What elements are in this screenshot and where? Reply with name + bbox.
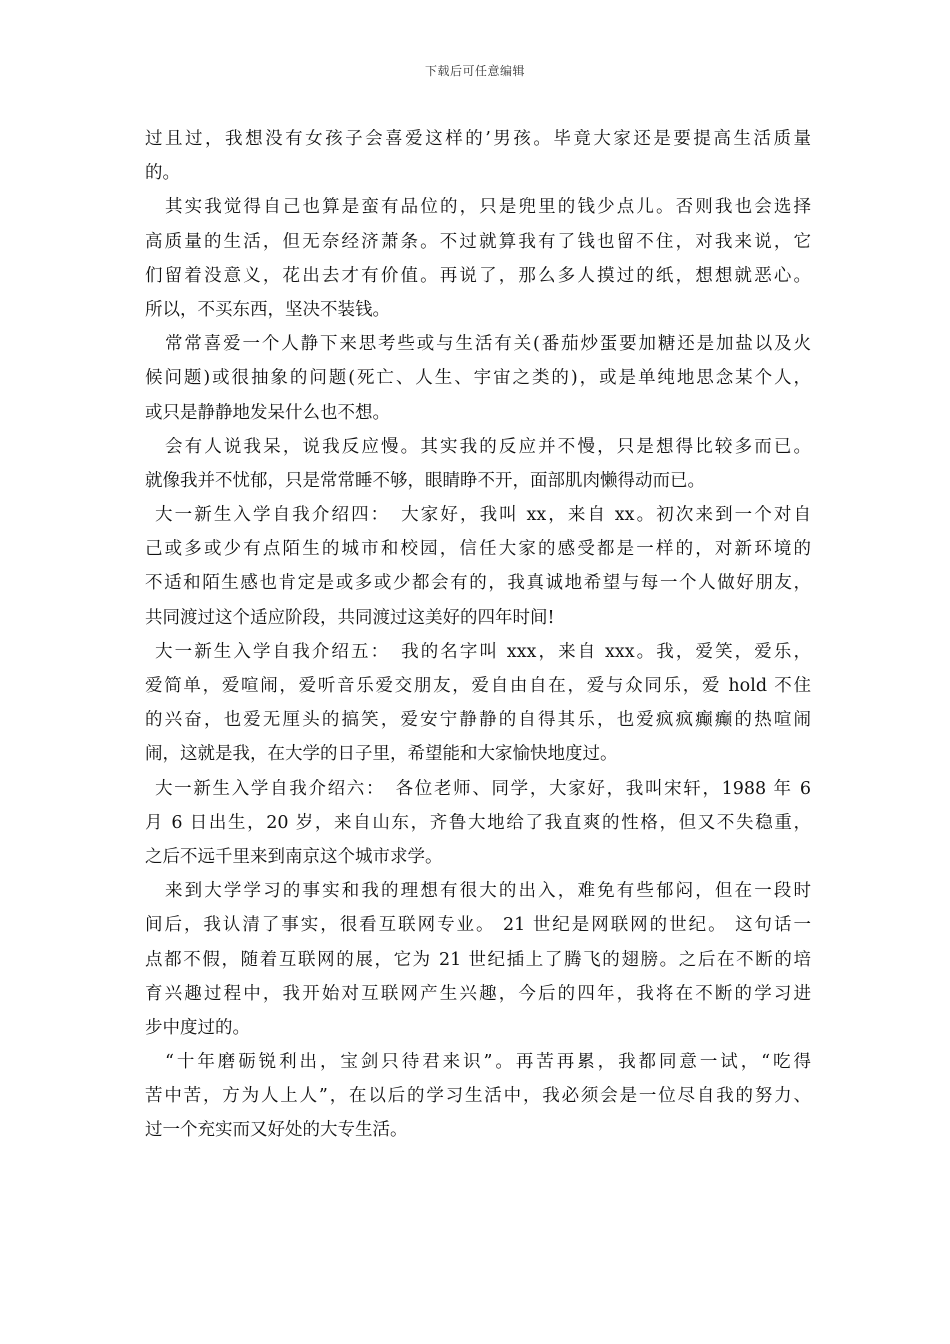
text-line: 爱简单，爱喧闹，爱听音乐爱交朋友，爱自由自在，爱与众同乐，爱 hold 不住 — [145, 676, 811, 696]
text-line: 常常喜爱一个人静下来思考些或与生活有关(番茄炒蛋要加糖还是加盐以及火 — [165, 334, 811, 355]
text-line: 的。 — [145, 163, 180, 184]
text-line: 所以，不买东西，坚决不装钱。 — [145, 299, 390, 320]
text-line: 大一新生入学自我介绍四： 大家好，我叫 xx，来自 xx。初次来到一个对自 — [155, 505, 811, 526]
document-body — [145, 122, 811, 1148]
page-header: 下载后可任意编辑 — [424, 64, 525, 78]
text-line: 己或多或少有点陌生的城市和校园，信任大家的感受都是一样的，对新环境的 — [145, 539, 811, 560]
text-line: 大一新生入学自我介绍六： 各位老师、同学，大家好，我叫宋轩，1988 年 6 — [155, 778, 811, 799]
text-line: 步中度过的。 — [145, 1017, 250, 1038]
text-line: 月 6 日出生，20 岁，来自山东，齐鲁大地给了我直爽的性格，但又不失稳重， — [145, 812, 811, 833]
text-line: 们留着没意义，花出去才有价值。再说了，那么多人摸过的纸，想想就恶心。 — [145, 265, 811, 286]
text-line: 来到大学学习的事实和我的理想有很大的出入，难免有些郁闷，但在一段时 — [165, 881, 811, 902]
text-line: 的兴奋，也爱无厘头的搞笑，爱安宁静静的自得其乐，也爱疯疯癫癫的热喧闹 — [145, 710, 811, 731]
text-line: 候问题)或很抽象的问题(死亡、人生、宇宙之类的)，或是单纯地思念某个人， — [145, 368, 811, 389]
text-line: 不适和陌生感也肯定是或多或少都会有的，我真诚地希望与每一个人做好朋友， — [145, 573, 811, 594]
text-line: 过一个充实而又好处的大专生活。 — [145, 1120, 408, 1141]
text-line: 苦中苦，方为人上人”，在以后的学习生活中，我必须会是一位尽自我的努力、 — [145, 1086, 811, 1107]
text-line: 共同渡过这个适应阶段，共同渡过这美好的四年时间! — [145, 607, 555, 628]
text-line: 间后，我认清了事实，很看互联网专业。 21 世纪是网联网的世纪。 这句话一 — [145, 915, 811, 936]
text-line: 大一新生入学自我介绍五： 我的名字叫 xxx，来自 xxx。我，爱笑，爱乐， — [155, 641, 811, 662]
text-line: 高质量的生活，但无奈经济萧条。不过就算我有了钱也留不住，对我来说，它 — [145, 231, 811, 252]
text-line: 闹，这就是我，在大学的日子里，希望能和大家愉快地度过。 — [145, 744, 618, 765]
text-line: 之后不远千里来到南京这个城市求学。 — [145, 846, 443, 867]
text-line: 点都不假，随着互联网的展，它为 21 世纪插上了腾飞的翅膀。之后在不断的培 — [145, 949, 811, 970]
text-line: 过且过，我想没有女孩子会喜爱这样的’男孩。毕竟大家还是要提高生活质量 — [145, 129, 811, 149]
text-line: 育兴趣过程中，我开始对互联网产生兴趣，今后的四年，我将在不断的学习进 — [145, 983, 811, 1004]
text-line: “十年磨砺锐利出，宝剑只待君来识”。再苦再累，我都同意一试，“吃得 — [165, 1052, 811, 1073]
text-line: 就像我并不忧郁，只是常常睡不够，眼睛睁不开，面部肌肉懒得动而已。 — [145, 470, 705, 491]
text-line: 其实我觉得自己也算是蛮有品位的，只是兜里的钱少点儿。否则我也会选择 — [165, 197, 811, 218]
text-line: 或只是静静地发呆什么也不想。 — [145, 402, 390, 423]
text-line: 会有人说我呆，说我反应慢。其实我的反应并不慢，只是想得比较多而已。 — [165, 436, 811, 457]
